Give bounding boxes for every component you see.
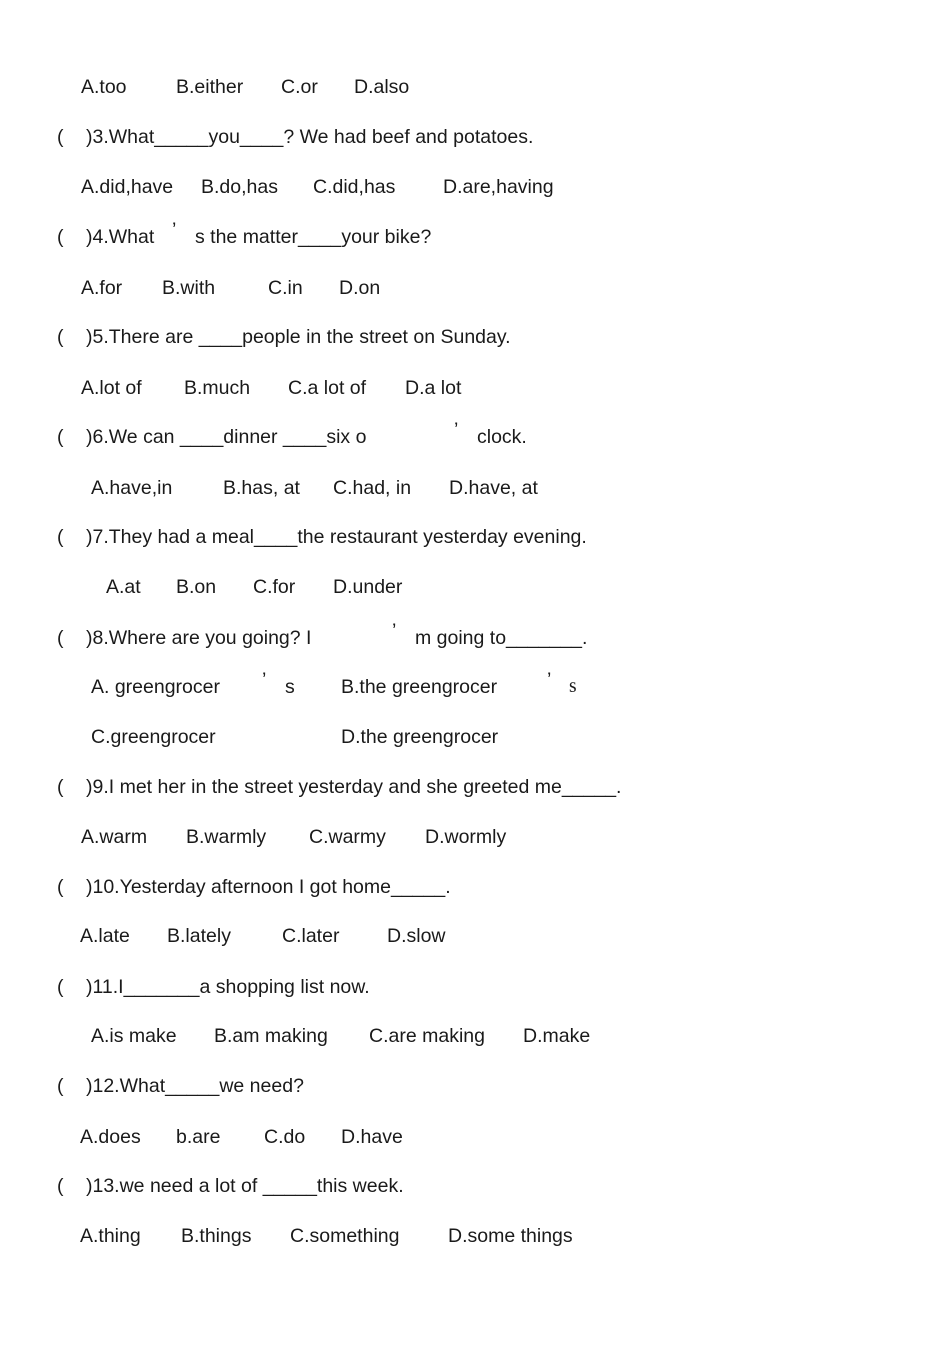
q4-question-part-2: s the matter____your bike? — [195, 226, 432, 248]
q9-question: )9.I met her in the street yesterday and she greeted me_____. — [86, 776, 622, 798]
q13-option-c: C.something — [290, 1225, 400, 1247]
q5-option-b: B.much — [184, 377, 251, 399]
q4-option-a: A.for — [81, 277, 123, 299]
q3-answer-paren: ( — [57, 126, 64, 148]
q10-option-c: C.later — [282, 925, 340, 947]
q2-option-d: D.also — [354, 76, 410, 98]
q3-option-a: A.did,have — [81, 176, 174, 198]
q5-option-a: A.lot of — [81, 377, 142, 399]
q11-question: )11.I_______a shopping list now. — [86, 976, 370, 998]
q8-option-b: B.the greengrocer — [341, 676, 498, 698]
q5-option-c: C.a lot of — [288, 377, 367, 399]
q10-question: )10.Yesterday afternoon I got home_____. — [86, 876, 451, 898]
q7-option-c: C.for — [253, 576, 296, 598]
q10-answer-paren: ( — [57, 876, 64, 898]
q13-question: )13.we need a lot of _____this week. — [86, 1175, 404, 1197]
q11-answer-paren: ( — [57, 976, 64, 998]
q7-option-a: A.at — [106, 576, 141, 598]
q13-option-a: A.thing — [80, 1225, 141, 1247]
q7-option-d: D.under — [333, 576, 403, 598]
q8-option-a: A. greengrocer — [91, 676, 220, 698]
q8-option-d: D.the greengrocer — [341, 726, 499, 748]
q8-option-b-apostrophe: ’ — [547, 669, 552, 691]
q4-apostrophe: ’ — [172, 219, 177, 241]
q2-option-c: C.or — [281, 76, 318, 98]
q8-option-a-apostrophe: ’ — [262, 669, 267, 691]
q8-answer-paren: ( — [57, 627, 64, 649]
q3-option-d: D.are,having — [443, 176, 554, 198]
q5-answer-paren: ( — [57, 326, 64, 348]
q8-apostrophe: ’ — [392, 620, 397, 642]
q2-option-a: A.too — [81, 76, 127, 98]
q6-question-part-2: clock. — [477, 426, 527, 448]
q5-question: )5.There are ____people in the street on Sunday. — [86, 326, 511, 348]
q12-option-b: b.are — [176, 1126, 221, 1148]
q8-option-b-suffix: s — [569, 676, 577, 697]
q13-answer-paren: ( — [57, 1175, 64, 1197]
q11-option-c: C.are making — [369, 1025, 485, 1047]
q6-question-part-1: )6.We can ____dinner ____six o — [86, 426, 367, 448]
q11-option-a: A.is make — [91, 1025, 177, 1047]
q7-option-b: B.on — [176, 576, 217, 598]
q6-answer-paren: ( — [57, 426, 64, 448]
q13-option-d: D.some things — [448, 1225, 573, 1247]
q10-option-d: D.slow — [387, 925, 446, 947]
q3-option-c: C.did,has — [313, 176, 396, 198]
q4-option-d: D.on — [339, 277, 381, 299]
q6-apostrophe: ’ — [454, 419, 459, 441]
q11-option-d: D.make — [523, 1025, 591, 1047]
q10-option-a: A.late — [80, 925, 130, 947]
q9-option-c: C.warmy — [309, 826, 386, 848]
q5-option-d: D.a lot — [405, 377, 462, 399]
q9-option-d: D.wormly — [425, 826, 507, 848]
q6-option-c: C.had, in — [333, 477, 412, 499]
q8-option-c: C.greengrocer — [91, 726, 216, 748]
q13-option-b: B.things — [181, 1225, 252, 1247]
q7-answer-paren: ( — [57, 526, 64, 548]
q8-question-part-2: m going to_______. — [415, 627, 588, 649]
q3-question: )3.What_____you____? We had beef and potatoes. — [86, 126, 534, 148]
q9-option-b: B.warmly — [186, 826, 267, 848]
q12-option-c: C.do — [264, 1126, 306, 1148]
q8-option-a-suffix: s — [285, 676, 295, 698]
q12-answer-paren: ( — [57, 1075, 64, 1097]
q6-option-a: A.have,in — [91, 477, 173, 499]
q7-question: )7.They had a meal____the restaurant yesterday evening. — [86, 526, 587, 548]
q4-option-c: C.in — [268, 277, 303, 299]
q8-question-part-1: )8.Where are you going? I — [86, 627, 312, 649]
q4-answer-paren: ( — [57, 226, 64, 248]
q10-option-b: B.lately — [167, 925, 231, 947]
q9-option-a: A.warm — [81, 826, 148, 848]
q9-answer-paren: ( — [57, 776, 64, 798]
q6-option-d: D.have, at — [449, 477, 538, 499]
q6-option-b: B.has, at — [223, 477, 300, 499]
q12-question: )12.What_____we need? — [86, 1075, 304, 1097]
q12-option-d: D.have — [341, 1126, 403, 1148]
q11-option-b: B.am making — [214, 1025, 328, 1047]
q3-option-b: B.do,has — [201, 176, 278, 198]
q12-option-a: A.does — [80, 1126, 141, 1148]
q2-option-b: B.either — [176, 76, 244, 98]
q4-option-b: B.with — [162, 277, 216, 299]
q4-question-part-1: )4.What — [86, 226, 155, 248]
